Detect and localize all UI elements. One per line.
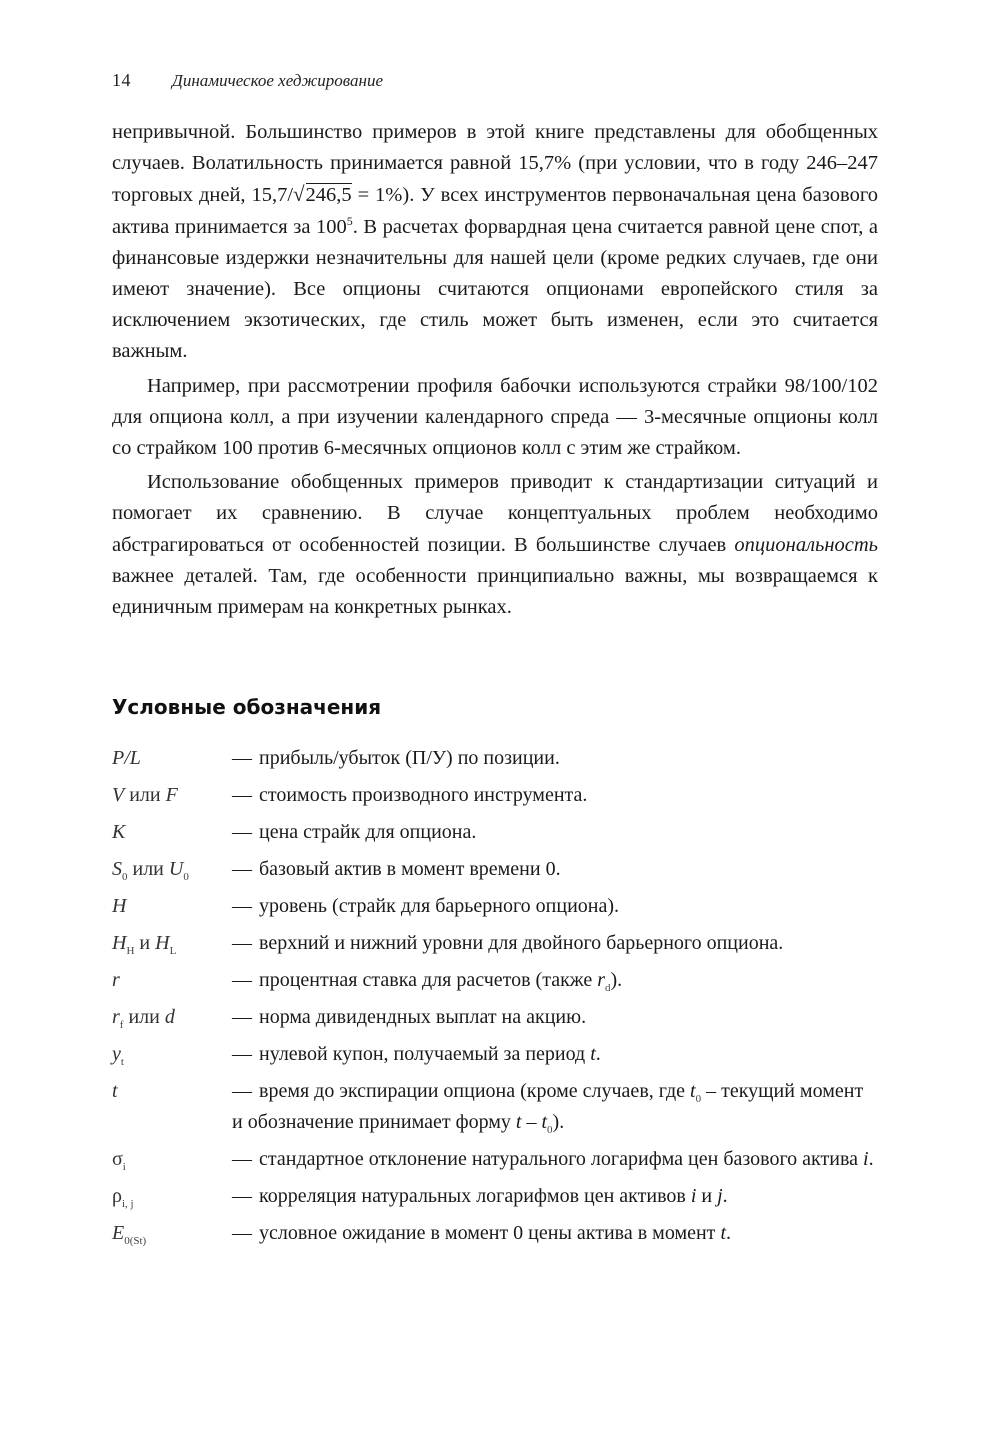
notation-symbol: H <box>112 895 127 917</box>
notation-item <box>112 1039 878 1070</box>
notation-list <box>112 743 878 1255</box>
notation-description: — верхний и нижний уровни для двойного барьерного опциона. <box>232 932 784 954</box>
notation-description: — нулевой купон, получаемый за период t. <box>232 1043 601 1065</box>
paragraph-3: Использование обобщенных примеров приводит к стандартизации ситуаций и помогает их сравнению. В случае концептуальных проблем необходимо абстрагироваться от особенностей позиции. В большинстве случаев опциональность важнее деталей. Там, где особенности принципиально важны, мы возвращаемся к единичным примерам на конкретных рынках. <box>112 471 878 619</box>
sqrt-icon: √ <box>293 182 305 207</box>
notation-description: — цена страйк для опциона. <box>232 821 477 843</box>
notation-symbol: P/L <box>112 747 141 769</box>
paragraph-1: непривычной. Большинство примеров в этой книге представлены для обобщенных случаев. Волатильность принимается равной 15,7% (при условии, что в году 246–247 торговых дней, 15,7/√246,5 = 1%). У всех инструментов первоначальная цена базового актива принимается за 100$^5$. В расчетах форвардная цена считается равной цене спот, а финансовые издержки незначительны для нашей цели (кроме редких случаев, где они имеют значение). Все опционы считаются опционами европейского стиля за исключением экзотических, где стиль может быть изменен, если это считается важным. <box>112 121 878 363</box>
notation-symbol: r <box>112 969 120 991</box>
notation-item <box>112 1218 878 1249</box>
notation-description: — стандартное отклонение натурального логарифма цен базового актива i. <box>232 1148 874 1170</box>
notation-item <box>112 1076 878 1138</box>
notation-description: — стоимость производного инструмента. <box>232 784 588 806</box>
notation-symbol: V или F <box>112 784 178 806</box>
notation-symbol: $r_f$ или d <box>112 1006 175 1031</box>
emphasis: опциональность <box>734 533 878 556</box>
notation-symbol: $S_0$ или $U_0$ <box>112 858 189 883</box>
notation-symbol: $H_H$ и $H_L$ <box>112 932 177 957</box>
notation-symbol: $\rho_{i, j}$ <box>112 1185 134 1210</box>
section-heading: Условные обозначения <box>112 695 382 719</box>
notation-item <box>112 928 878 959</box>
notation-symbol: $y_t$ <box>112 1043 124 1068</box>
footnote-marker[interactable]: 5 <box>346 213 353 228</box>
notation-description: — норма дивидендных выплат на акцию. <box>232 1006 587 1028</box>
notation-item <box>112 854 878 885</box>
notation-item <box>112 1144 878 1175</box>
notation-description: — процентная ставка для расчетов (также $r_d$). <box>232 969 623 994</box>
notation-description: — базовый актив в момент времени 0. <box>232 858 561 880</box>
page-number: 14 <box>112 70 131 90</box>
notation-description: — уровень (страйк для барьерного опциона). <box>232 895 620 917</box>
notation-item <box>112 743 878 774</box>
notation-symbol: t <box>112 1080 118 1102</box>
body-text <box>112 117 878 626</box>
notation-symbol: $E_{0(St)}$ <box>112 1222 147 1247</box>
notation-item <box>112 780 878 811</box>
notation-item <box>112 891 878 922</box>
notation-description: — прибыль/убыток (П/У) по позиции. <box>232 747 560 769</box>
notation-description: — условное ожидание в момент 0 цены актива в момент t. <box>232 1222 731 1244</box>
notation-symbol: $\sigma_i$ <box>112 1148 126 1173</box>
notation-item <box>112 965 878 996</box>
paragraph-2: Например, при рассмотрении профиля бабочки используются страйки 98/100/102 для опциона колл, а при изучении календарного спреда — 3-месячные опционы колл со страйком 100 против 6-месячных опционов колл с этим же страйком. <box>112 374 878 460</box>
notation-item <box>112 1181 878 1212</box>
notation-item <box>112 817 878 848</box>
running-head <box>112 70 383 91</box>
book-title: Динамическое хеджирование <box>172 71 383 90</box>
notation-symbol: K <box>112 821 126 843</box>
notation-description: — время до экспирации опциона (кроме случаев, где $t_0$ – текущий момент и обозначение принимает форму t – $t_0$). <box>232 1080 864 1136</box>
notation-item <box>112 1002 878 1033</box>
notation-description: — корреляция натуральных логарифмов цен активов i и j. <box>232 1185 728 1207</box>
sqrt-argument: 246,5 <box>305 184 352 207</box>
